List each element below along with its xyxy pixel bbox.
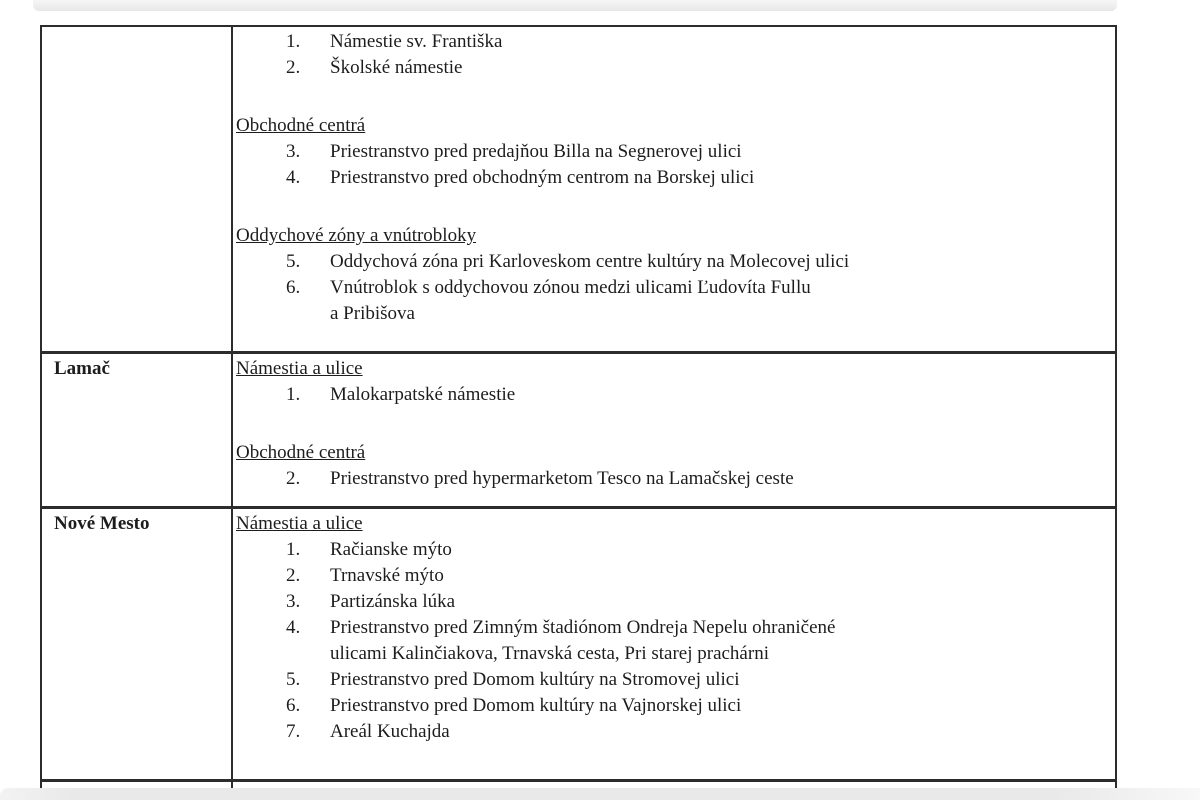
content-cell xyxy=(233,509,1115,779)
list-item xyxy=(236,693,1109,719)
item-number: 6. xyxy=(286,695,301,716)
table-row xyxy=(42,27,1115,354)
list-item xyxy=(236,667,1109,693)
item-line: Priestranstvo pred Domom kultúry na Vajnorskej ulici xyxy=(330,695,742,716)
list-item xyxy=(236,719,1109,745)
list-item xyxy=(236,382,1109,408)
item-line: Priestranstvo pred hypermarketom Tesco na Lamačskej ceste xyxy=(330,468,794,489)
district-cell: Nové Mesto xyxy=(42,509,233,779)
list-item xyxy=(236,165,1109,191)
item-number: 1. xyxy=(286,384,301,405)
item-line: Priestranstvo pred Domom kultúry na Stromovej ulici xyxy=(330,669,740,690)
content-cell xyxy=(233,27,1115,351)
item-number: 2. xyxy=(286,468,301,489)
district-cell: Lamač xyxy=(42,354,233,506)
item-number: 5. xyxy=(286,251,301,272)
category-heading: Obchodné centrá xyxy=(236,442,366,463)
item-number: 7. xyxy=(286,721,301,742)
item-line: Vnútroblok s oddychovou zónou medzi ulicami Ľudovíta Fullu xyxy=(330,277,811,298)
list-item xyxy=(236,55,1109,81)
list-item xyxy=(236,249,1109,275)
category-group xyxy=(236,511,1109,745)
item-number: 2. xyxy=(286,565,301,586)
item-line: Trnavské mýto xyxy=(330,565,444,586)
list-item xyxy=(236,466,1109,492)
item-line: Areál Kuchajda xyxy=(330,721,450,742)
table-row xyxy=(42,509,1115,782)
next-page-edge xyxy=(0,788,1200,800)
item-line: Malokarpatské námestie xyxy=(330,384,516,405)
item-number: 1. xyxy=(286,539,301,560)
item-number: 2. xyxy=(286,57,301,78)
municipalities-table xyxy=(40,25,1117,788)
previous-page-edge xyxy=(33,0,1117,11)
list-item xyxy=(236,139,1109,165)
content-cell xyxy=(233,354,1115,506)
category-heading: Námestia a ulice xyxy=(236,513,363,534)
item-number: 1. xyxy=(286,31,301,52)
category-heading: Oddychové zóny a vnútrobloky xyxy=(236,225,477,246)
category-group xyxy=(236,440,1109,492)
table-row xyxy=(42,354,1115,509)
item-line: Priestranstvo pred obchodným centrom na Borskej ulici xyxy=(330,167,755,188)
district-cell xyxy=(42,27,233,351)
item-number: 5. xyxy=(286,669,301,690)
item-number: 4. xyxy=(286,617,301,638)
item-number: 4. xyxy=(286,167,301,188)
category-group xyxy=(236,29,1109,81)
list-item xyxy=(236,29,1109,55)
item-line: Račianske mýto xyxy=(330,539,452,560)
category-group xyxy=(236,223,1109,327)
item-line: a Pribišova xyxy=(330,303,415,324)
list-item xyxy=(236,589,1109,615)
item-line: Námestie sv. Františka xyxy=(330,31,503,52)
item-line: Priestranstvo pred Zimným štadiónom Ondreja Nepelu ohraničené xyxy=(330,617,836,638)
list-item xyxy=(236,275,1109,327)
list-item xyxy=(236,563,1109,589)
category-group xyxy=(236,113,1109,191)
item-number: 6. xyxy=(286,277,301,298)
item-number: 3. xyxy=(286,591,301,612)
item-number: 3. xyxy=(286,141,301,162)
category-group xyxy=(236,356,1109,408)
item-line: ulicami Kalinčiakova, Trnavská cesta, Pri starej prachárni xyxy=(330,643,769,664)
item-line: Oddychová zóna pri Karloveskom centre kultúry na Molecovej ulici xyxy=(330,251,850,272)
category-heading: Námestia a ulice xyxy=(236,358,363,379)
item-line: Partizánska lúka xyxy=(330,591,456,612)
list-item xyxy=(236,615,1109,667)
item-line: Školské námestie xyxy=(330,57,463,78)
item-line: Priestranstvo pred predajňou Billa na Segnerovej ulici xyxy=(330,141,742,162)
list-item xyxy=(236,537,1109,563)
category-heading: Obchodné centrá xyxy=(236,115,366,136)
